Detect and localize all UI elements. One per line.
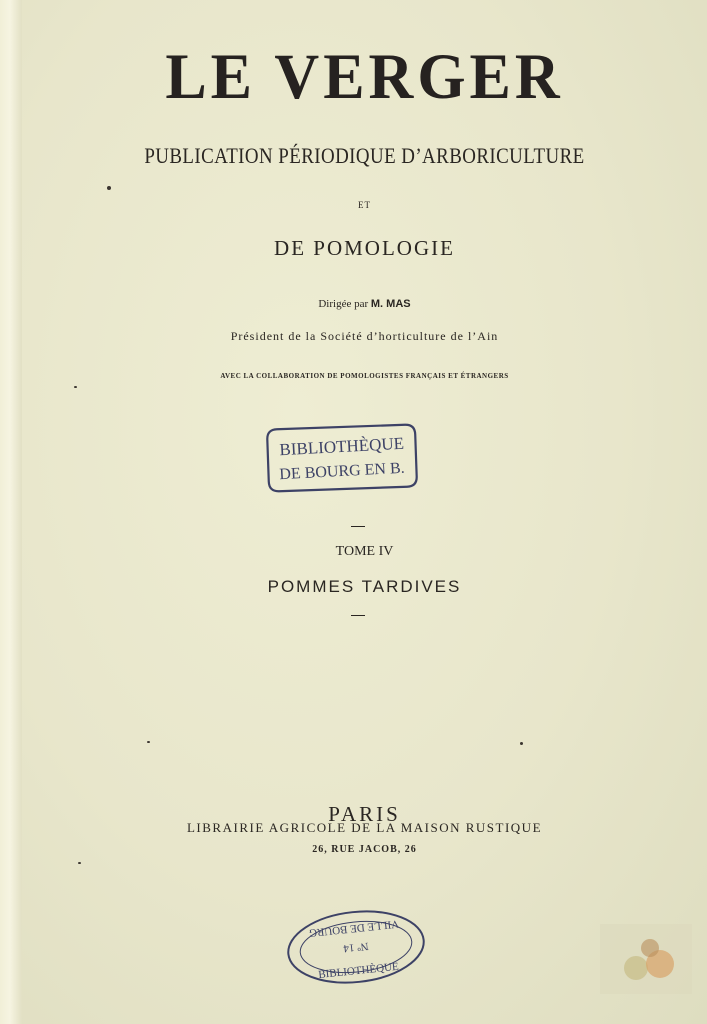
conjunction-et: ET xyxy=(358,200,371,210)
ink-speck xyxy=(520,742,523,745)
ink-speck xyxy=(147,741,150,743)
divider-dash xyxy=(351,615,365,616)
stamp-top-line2: DE BOURG EN B. xyxy=(278,459,406,484)
publisher-name: LIBRAIRIE AGRICOLE DE LA MAISON RUSTIQUE xyxy=(186,820,543,835)
stamp-bottom-arc-bottom: BIBLIOTHÈQUE xyxy=(317,960,400,982)
president-line: Président de la Société d’horticulture de l’Ain xyxy=(230,329,499,343)
collaboration-line: AVEC LA COLLABORATION DE POMOLOGISTES FRANÇAIS ET ÉTRANGERS xyxy=(220,372,509,380)
ink-speck xyxy=(107,186,111,190)
director-name: M. MAS xyxy=(370,298,411,310)
library-stamp-bottom xyxy=(285,908,427,986)
page-edge xyxy=(0,0,23,1024)
stamp-top-line1: BIBLIOTHÈQUE xyxy=(279,433,405,460)
tome-number: TOME IV xyxy=(335,544,394,559)
divider-dash xyxy=(351,526,365,527)
book-subtitle-2: DE POMOLOGIE xyxy=(274,236,455,260)
library-stamp-top xyxy=(266,421,418,495)
ink-speck xyxy=(78,862,81,864)
publisher-city: PARIS xyxy=(328,802,401,826)
volume-title: POMMES TARDIVES xyxy=(267,577,462,596)
publisher-address: 26, RUE JACOB, 26 xyxy=(312,844,417,855)
directed-by xyxy=(22,298,707,310)
watermark-fruit-icon xyxy=(600,924,692,994)
ink-speck xyxy=(74,386,77,388)
directed-prefix: Dirigée par xyxy=(318,298,369,310)
book-title: LE VERGER xyxy=(165,41,564,113)
book-subtitle: PUBLICATION PÉRIODIQUE D’ARBORICULTURE xyxy=(144,143,585,168)
stamp-bottom-arc-top: VILLE DE BOURG xyxy=(308,917,400,939)
stamp-bottom-center: Nº 14 xyxy=(342,939,370,955)
